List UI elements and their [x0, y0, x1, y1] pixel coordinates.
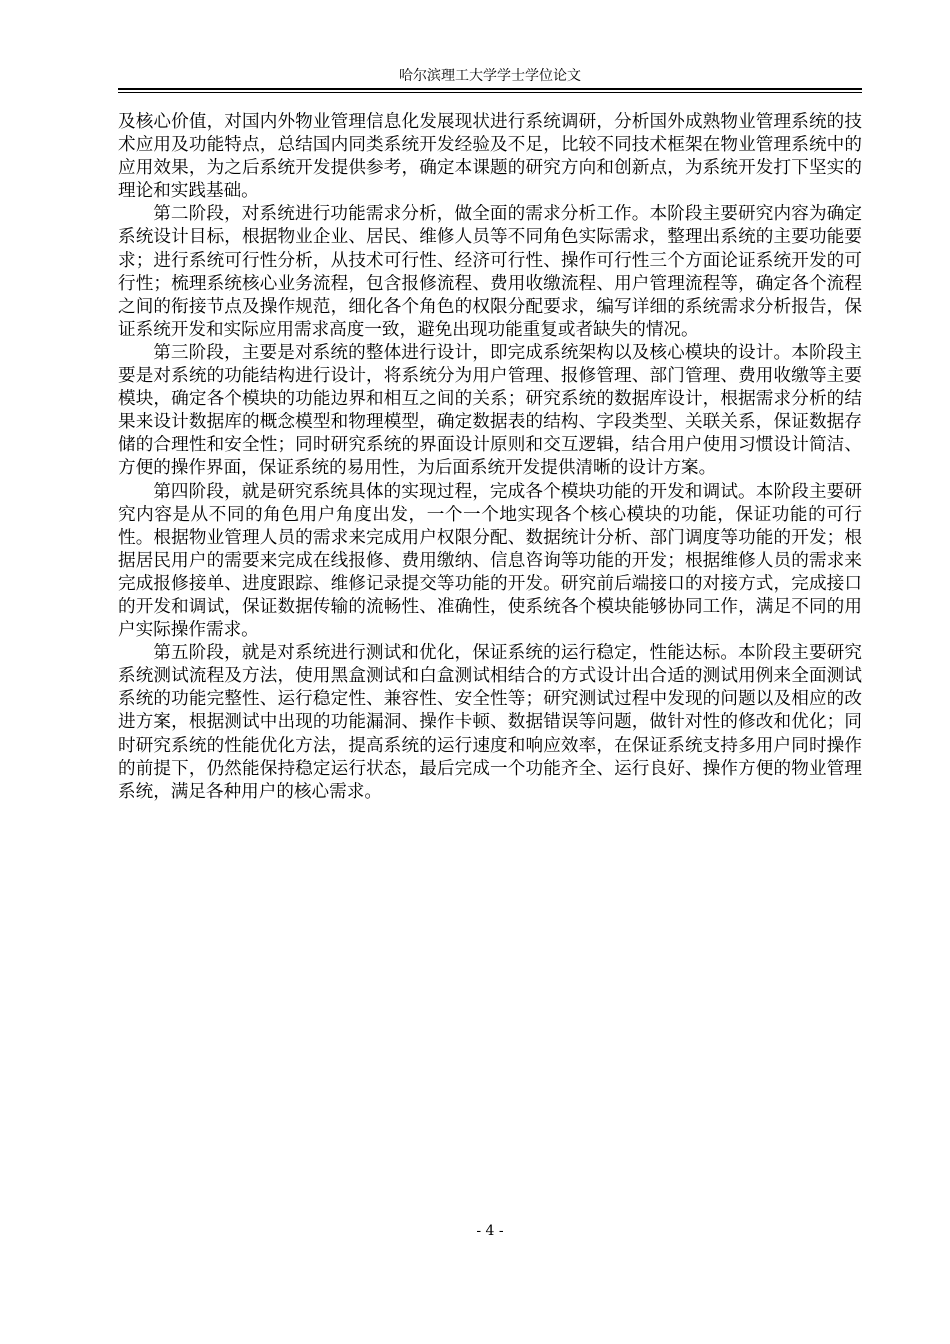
page-number: - 4 -: [476, 1223, 504, 1239]
body-text: [118, 111, 862, 804]
paragraph-stage-four: 第四阶段，就是研究系统具体的实现过程，完成各个模块功能的开发和调试。本阶段主要研究内容是从不同的角色用户角度出发，一个一个地实现各个核心模块的功能，保证功能的可行性。根据物业管理人员的需求来完成用户权限分配、数据统计分析、部门调度等功能的开发；根据居民用户的需要来完成在线报修、费用缴纳、信息咨询等功能的开发；根据维修人员的需求来完成报修接单、进度跟踪、维修记录提交等功能的开发。研究前后端接口的对接方式，完成接口的开发和调试，保证数据传输的流畅性、准确性，使系统各个模块能够协同工作，满足不同的用户实际操作需求。: [118, 481, 862, 641]
header-rule-thin: [118, 92, 862, 93]
paragraph-stage-two: 第二阶段，对系统进行功能需求分析，做全面的需求分析工作。本阶段主要研究内容为确定系统设计目标，根据物业企业、居民、维修人员等不同角色实际需求，整理出系统的主要功能要求；进行系统可行性分析，从技术可行性、经济可行性、操作可行性三个方面论证系统开发的可行性；梳理系统核心业务流程，包含报修流程、费用收缴流程、用户管理流程等，确定各个流程之间的衔接节点及操作规范，细化各个角色的权限分配要求，编写详细的系统需求分析报告，保证系统开发和实际应用需求高度一致，避免出现功能重复或者缺失的情况。: [118, 204, 862, 340]
paragraph-stage-five: 第五阶段，就是对系统进行测试和优化，保证系统的运行稳定，性能达标。本阶段主要研究系统测试流程及方法，使用黑盒测试和白盒测试相结合的方式设计出合适的测试用例来全面测试系统的功能完整性、运行稳定性、兼容性、安全性等；研究测试过程中发现的问题以及相应的改进方案，根据测试中出现的功能漏洞、操作卡顿、数据错误等问题，做针对性的修改和优化；同时研究系统的性能优化方法，提高系统的运行速度和响应效率，在保证系统支持多用户同时操作的前提下，仍然能保持稳定运行状态，最后完成一个功能齐全、运行良好、操作方便的物业管理系统，满足各种用户的核心需求。: [118, 643, 862, 802]
running-header-title: 哈尔滨理工大学学士学位论文: [399, 68, 581, 84]
header-rule-thick: [118, 88, 862, 90]
paragraph-stage-three: 第三阶段，主要是对系统的整体进行设计，即完成系统架构以及核心模块的设计。本阶段主要是对系统的功能结构进行设计，将系统分为用户管理、报修管理、部门管理、费用收缴等主要模块，确定各个模块的功能边界和相互之间的关系；研究系统的数据库设计，根据需求分析的结果来设计数据库的概念模型和物理模型，确定数据表的结构、字段类型、关联关系，保证数据存储的合理性和安全性；同时研究系统的界面设计原则和交互逻辑，结合用户使用习惯设计简洁、方便的操作界面，保证系统的易用性，为后面系统开发提供清晰的设计方案。: [118, 342, 862, 479]
paragraph-continuation: 及核心价值，对国内外物业管理信息化发展现状进行系统调研，分析国外成熟物业管理系统的技术应用及功能特点，总结国内同类系统开发经验及不足，比较不同技术框架在物业管理系统中的应用效果，为之后系统开发提供参考，确定本课题的研究方向和创新点，为系统开发打下坚实的理论和实践基础。: [118, 112, 862, 202]
